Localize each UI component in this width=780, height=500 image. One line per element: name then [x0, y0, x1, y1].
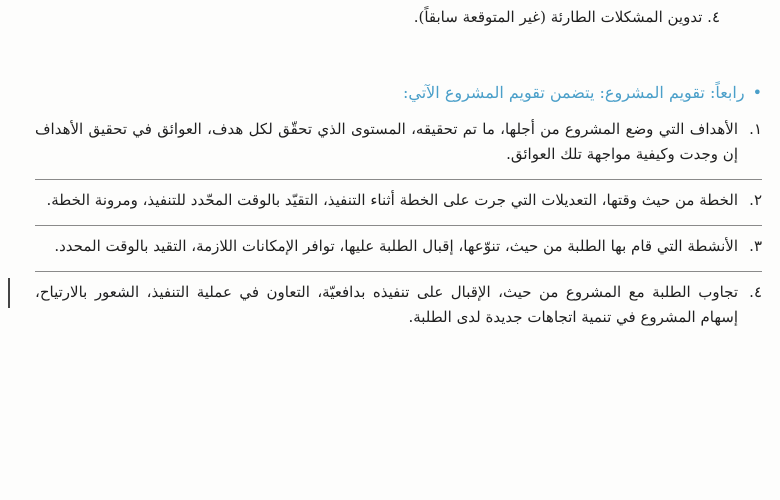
item-number: ١.	[749, 120, 762, 138]
divider	[35, 271, 762, 272]
item-number: ٢.	[749, 191, 762, 209]
item-text: الأنشطة التي قام بها الطلبة من حيث، تنوّعها، إقبال الطلبة عليها، توافر الإمكانات اللازمة، التقيد بالوقت المحدد.	[54, 237, 738, 255]
section-heading-text: رابعاً: تقويم المشروع: يتضمن تقويم المشروع الآتي:	[402, 83, 745, 102]
list-item	[35, 188, 762, 213]
list-item-previous: ٤. تدوين المشكلات الطارئة (غير المتوقعة سابقاً).	[413, 8, 720, 26]
list-item	[35, 117, 762, 167]
item-number: ٤.	[749, 283, 762, 301]
item-text: الأهداف التي وضع المشروع من أجلها، ما تم تحقيقه، المستوى الذي تحقّق لكل هدف، العوائق في تحقيق الأهداف إن وجدت وكيفية مواجهة تلك العوائق.	[35, 120, 738, 163]
list-item	[35, 234, 762, 259]
divider	[35, 225, 762, 226]
page-edge-mark	[8, 278, 10, 308]
item-text: تجاوب الطلبة مع المشروع من حيث، الإقبال على تنفيذه بدافعيّة، التعاون في عملية التنفيذ، الشعور بالارتياح، إسهام المشروع في تنمية اتجاهات جديدة لدى الطلبة.	[35, 283, 738, 326]
bullet-icon: •	[752, 83, 762, 102]
item-number: ٣.	[749, 237, 762, 255]
item-text: الخطة من حيث وقتها، التعديلات التي جرت على الخطة أثناء التنفيذ، التقيّد بالوقت المحّدد للتنفيذ، ومرونة الخطة.	[46, 191, 738, 209]
divider	[35, 179, 762, 180]
evaluation-list	[35, 117, 762, 342]
list-item	[35, 280, 762, 330]
section-heading	[403, 82, 762, 104]
